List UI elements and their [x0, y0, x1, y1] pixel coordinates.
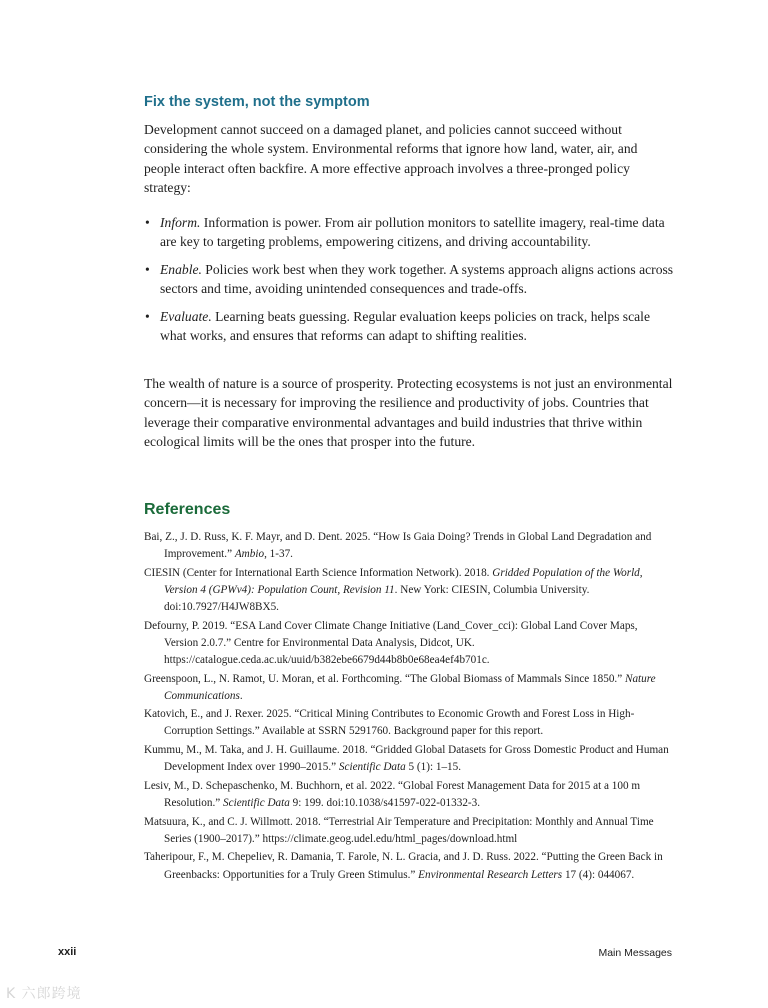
reference-suffix: 17 (4): 044067. [562, 868, 635, 881]
reference-italic: Environmental Research Letters [418, 868, 563, 881]
reference-item [144, 814, 674, 848]
bullet-icon: • [145, 261, 150, 277]
bullet-icon: • [145, 215, 150, 230]
watermark-logo: K 六郎跨境 [6, 986, 82, 1002]
reference-text: Taheripour, F., M. Chepeliev, R. Damania, T. Farole, N. L. Gracia, and J. D. Russ. 2022. “Putting the Green Back in Greenbacks: Opportunities for a Truly Green Stimulus.” [144, 851, 663, 881]
reference-suffix: 5 (1): 1–15. [405, 761, 462, 774]
reference-italic: Scientific Data [223, 796, 290, 809]
reference-suffix: . [239, 689, 243, 702]
reference-italic: Scientific Data [338, 761, 406, 774]
reference-text: Greenspoon, L., N. Ramot, U. Moran, et al. Forthcoming. “The Global Biomass of Mammals Since 1850.” [144, 672, 625, 685]
intro-paragraph: Development cannot succeed on a damaged planet, and policies cannot succeed without considering the whole system. Environmental reforms that ignore how land, water, air, and people interact often backfire. A more effective approach involves a three-pronged policy strategy: [144, 122, 638, 196]
list-item-evaluate [144, 307, 674, 346]
running-footer-section: Main Messages [598, 947, 672, 959]
reference-text: Lesiv, M., D. Schepaschenko, M. Buchhorn, et al. 2022. “Global Forest Management Data for 2015 at a 100 m Resolution.” [144, 779, 641, 809]
bullet-icon: • [145, 308, 150, 324]
reference-item [144, 778, 674, 812]
reference-text: Defourny, P. 2019. “ESA Land Cover Climate Change Initiative (Land_Cover_cci): Global Land Cover Maps, Version 2.0.7.” Centre for Environmental Data Analysis, Didcot, UK. https://catalogue.ceda.ac.uk/uuid/b382ebe6679d44b8b0e68ea4ef4b701c. [144, 619, 638, 666]
bullet-text: Policies work best when they work together. A systems approach aligns actions across sectors and time, avoiding unintended consequences and trade-offs. [160, 261, 674, 297]
reference-suffix: , 1-37. [264, 548, 293, 561]
reference-text: Katovich, E., and J. Rexer. 2025. “Critical Mining Contributes to Economic Growth and Forest Loss in High-Corruption Settings.” Available at SSRN 5291760. Background paper for this report. [144, 708, 635, 738]
list-item-inform [144, 213, 674, 252]
list-item-enable [144, 260, 674, 299]
reference-italic: Ambio [234, 548, 265, 561]
reference-text: Bai, Z., J. D. Russ, K. F. Mayr, and D. Dent. 2025. “How Is Gaia Doing? Trends in Global Land Degradation and Improvement.” [144, 531, 652, 561]
references-list [144, 529, 674, 885]
section-title: Fix the system, not the symptom [144, 94, 370, 110]
bullet-term: Evaluate. [160, 308, 212, 324]
reference-text: Matsuura, K., and C. J. Willmott. 2018. “Terrestrial Air Temperature and Precipitation: Monthly and Annual Time Series (1900–2017).” https://climate.geog.udel.edu/html_pages/download.html [144, 815, 654, 845]
page-number: xxii [58, 946, 77, 958]
references-title: References [144, 501, 231, 518]
reference-item [144, 849, 674, 883]
bullet-text: Learning beats guessing. Regular evaluation keeps policies on track, helps scale what works, and ensures that reforms can adapt to shifting realities. [160, 308, 650, 344]
closing-paragraph: The wealth of nature is a source of prosperity. Protecting ecosystems is not just an environmental concern—it is necessary for improving the resilience and productivity of jobs. Countries that leverage their comparative environmental advantages and build industries that thrive within ecological limits will be the ones that prosper into the future. [144, 376, 673, 450]
bullet-text: Information is power. From air pollution monitors to satellite imagery, real-time data are key to targeting problems, empowering citizens, and driving accountability. [160, 215, 665, 250]
reference-text: Kummu, M., M. Taka, and J. H. Guillaume. 2018. “Gridded Global Datasets for Gross Domestic Product and Human Development Index over 1990–2015.” [144, 744, 669, 774]
reference-item [144, 529, 674, 563]
reference-italic: Nature Communications [164, 672, 656, 702]
strategy-list [144, 213, 674, 353]
reference-text: CIESIN (Center for International Earth Science Information Network). 2018. [144, 566, 493, 579]
reference-item [144, 742, 674, 776]
reference-item [144, 671, 674, 705]
reference-suffix: 9: 199. doi:10.1038/s41597-022-01332-3. [289, 796, 481, 809]
bullet-term: Inform. [160, 215, 201, 230]
reference-item [144, 618, 674, 669]
reference-item [144, 706, 674, 740]
reference-item [144, 565, 674, 616]
reference-suffix: . New York: CIESIN, Columbia University. doi:10.7927/H4JW8BX5. [164, 583, 590, 613]
bullet-term: Enable. [160, 261, 202, 277]
reference-italic: Gridded Population of the World, Version 4 (GPWv4): Population Count, Revision 11 [164, 566, 643, 596]
